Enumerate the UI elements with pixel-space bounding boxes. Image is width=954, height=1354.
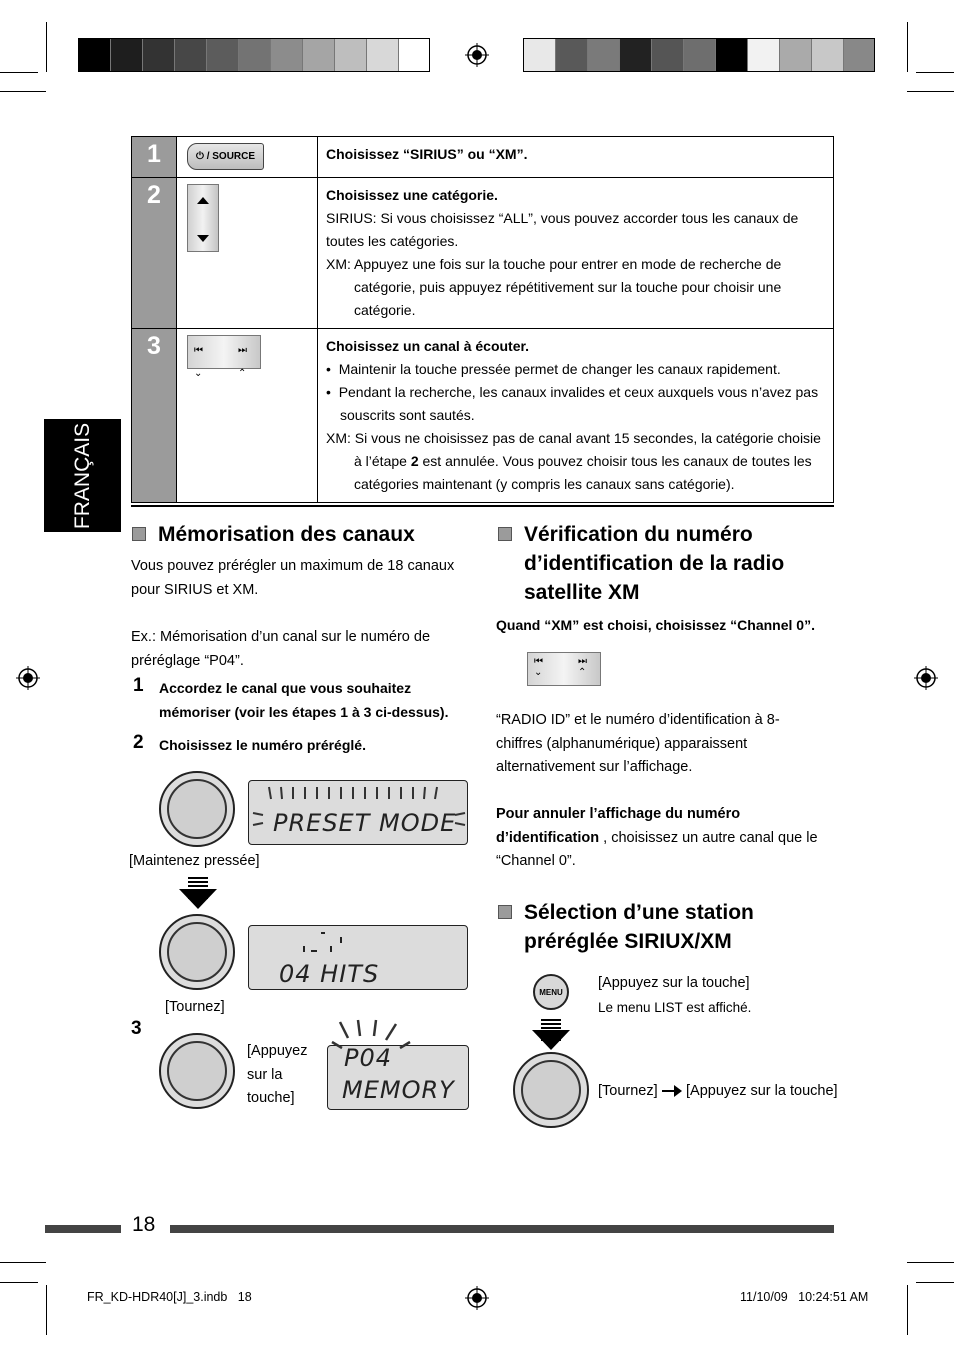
divider <box>131 505 834 507</box>
memo-step-number: 1 <box>133 675 144 696</box>
lcd-text: MEMORY <box>342 1076 455 1104</box>
crop-mark <box>907 1285 908 1335</box>
select-turn: [Tournez] <box>598 1083 658 1099</box>
skip-forward-icon: ⏭ ⌃ <box>578 656 587 678</box>
control-dial[interactable] <box>513 1052 589 1128</box>
footer-file: FR_KD-HDR40[J]_3.indb 18 <box>87 1290 252 1304</box>
step-text <box>318 137 834 178</box>
step-row <box>132 178 834 329</box>
crop-mark <box>0 1282 38 1283</box>
crop-mark <box>907 91 954 92</box>
memo-step-number: 2 <box>133 732 144 753</box>
step-icon-cell <box>177 137 318 178</box>
control-dial[interactable] <box>159 771 235 847</box>
step-bullet: • Pendant la recherche, les canaux invalides et ceux auxquels vous n’avez pas souscrits sont sautés. <box>326 384 819 423</box>
skip-keys-icon[interactable] <box>527 652 601 686</box>
skip-back-icon: ⏮ ⌄ <box>534 656 543 678</box>
step-title: Choisissez “SIRIUS” ou “XM”. <box>326 146 528 162</box>
footer-date: 11/10/09 10:24:51 AM <box>740 1290 869 1304</box>
language-tab: FRANÇAIS <box>44 419 121 532</box>
lcd-display <box>327 1045 469 1110</box>
section-bullet-icon <box>498 527 512 541</box>
down-arrow-icon <box>532 1030 570 1050</box>
down-arrow-icon <box>197 235 209 242</box>
grayscale-bar-right <box>523 38 875 72</box>
select-press: [Appuyez sur la touche] <box>598 975 750 991</box>
registration-mark-icon <box>465 1286 489 1310</box>
step-text <box>318 329 834 503</box>
lcd-display <box>248 780 468 845</box>
select-press2: [Appuyez sur la touche] <box>686 1083 838 1099</box>
step-title: Choisissez un canal à écouter. <box>326 338 530 354</box>
verif-cancel: Pour annuler l’affichage du numéro d’identification , choisissez un autre canal que le “Channel 0”. <box>496 806 818 869</box>
press-label: [Appuyez sur la touche] <box>247 1043 308 1106</box>
skip-back-icon: ⏮ ⌄ <box>194 345 203 379</box>
page-bar-right <box>170 1225 834 1233</box>
step-sirius-note: SIRIUS: Si vous choisissez “ALL”, vous pouvez accorder tous les canaux de toutes les catégories. <box>326 210 799 249</box>
turn-label: [Tournez] <box>165 999 225 1015</box>
lcd-text: 04 HITS <box>279 960 380 988</box>
lcd-text: P04 <box>344 1044 393 1072</box>
crop-mark <box>916 72 954 73</box>
crop-mark <box>907 22 908 72</box>
step-row <box>132 137 834 178</box>
memo-example: Ex.: Mémorisation d’un canal sur le numéro de préréglage “P04”. <box>131 629 431 669</box>
skip-keys-icon <box>187 335 261 379</box>
crop-mark <box>0 72 38 73</box>
step-bullet: • Maintenir la touche pressée permet de changer les canaux rapidement. <box>326 361 781 377</box>
step-icon-cell <box>177 329 318 503</box>
skip-forward-icon: ⏭ ⌃ <box>238 345 247 379</box>
page-bar-left <box>45 1225 121 1233</box>
hold-label: [Maintenez pressée] <box>129 853 260 869</box>
crop-mark <box>916 1282 954 1283</box>
step-icon-cell <box>177 178 318 329</box>
crop-mark <box>0 1262 46 1263</box>
up-down-keys-icon <box>187 184 219 252</box>
registration-mark-icon <box>465 43 489 67</box>
page-number: 18 <box>132 1213 156 1236</box>
memo-title: Mémorisation des canaux <box>158 523 415 546</box>
select-title: Sélection d’une station préréglée SIRIUX/XM <box>524 901 754 953</box>
step-number: 1 <box>132 137 177 178</box>
crop-mark <box>0 91 46 92</box>
control-dial[interactable] <box>159 914 235 990</box>
menu-button[interactable]: MENU <box>533 974 569 1010</box>
memo-intro: Vous pouvez prérégler un maximum de 18 canaux pour SIRIUS et XM. <box>131 558 455 598</box>
section-bullet-icon <box>498 905 512 919</box>
lcd-display <box>248 925 468 990</box>
memo-step-number: 3 <box>131 1018 142 1039</box>
crop-mark <box>46 22 47 72</box>
crop-mark <box>46 1285 47 1335</box>
lcd-text: PRESET MODE <box>273 809 457 837</box>
step-text <box>318 178 834 329</box>
memo-step1: Accordez le canal que vous souhaitez mémoriser (voir les étapes 1 à 3 ci-dessus). <box>159 680 449 720</box>
verif-when: Quand “XM” est choisi, choisissez “Channel 0”. <box>496 617 815 633</box>
step-title: Choisissez une catégorie. <box>326 187 498 203</box>
section-bullet-icon <box>132 527 146 541</box>
verif-title: Vérification du numéro d’identification de la radio satellite XM <box>524 523 785 604</box>
right-arrow-icon <box>674 1085 682 1097</box>
step-row <box>132 329 834 503</box>
step-xm-note: XM: Appuyez une fois sur la touche pour entrer en mode de recherche de catégorie, puis appuyez répétitivement sur la touche pour choisir une catégorie. <box>326 256 782 318</box>
crop-mark <box>907 1262 954 1263</box>
memo-step2: Choisissez le numéro préréglé. <box>159 737 366 753</box>
select-list-shown: Le menu LIST est affiché. <box>598 1000 752 1015</box>
control-dial[interactable] <box>159 1033 235 1109</box>
verif-body: “RADIO ID” et le numéro d’identification à 8-chiffres (alphanumérique) apparaissent alternativement sur l’affichage. <box>496 712 780 775</box>
down-arrow-icon <box>179 889 217 909</box>
source-button-icon: ⏻ / SOURCE <box>187 143 264 170</box>
grayscale-bar-left <box>78 38 430 72</box>
registration-mark-icon <box>16 666 40 690</box>
steps-table <box>131 136 834 503</box>
step-number: 2 <box>132 178 177 329</box>
lcd-segment-icon <box>299 930 349 954</box>
blink-rays-icon <box>326 1018 416 1054</box>
up-arrow-icon <box>197 197 209 204</box>
step-number: 3 <box>132 329 177 503</box>
registration-mark-icon <box>914 666 938 690</box>
step-xm-note: XM: Si vous ne choisissez pas de canal avant 15 secondes, la catégorie choisie à l’étape 2 est annulée. Vous pouvez choisir tous les canaux de toutes les catégories maintenant (y compris les canaux sans catégorie). <box>326 430 821 492</box>
